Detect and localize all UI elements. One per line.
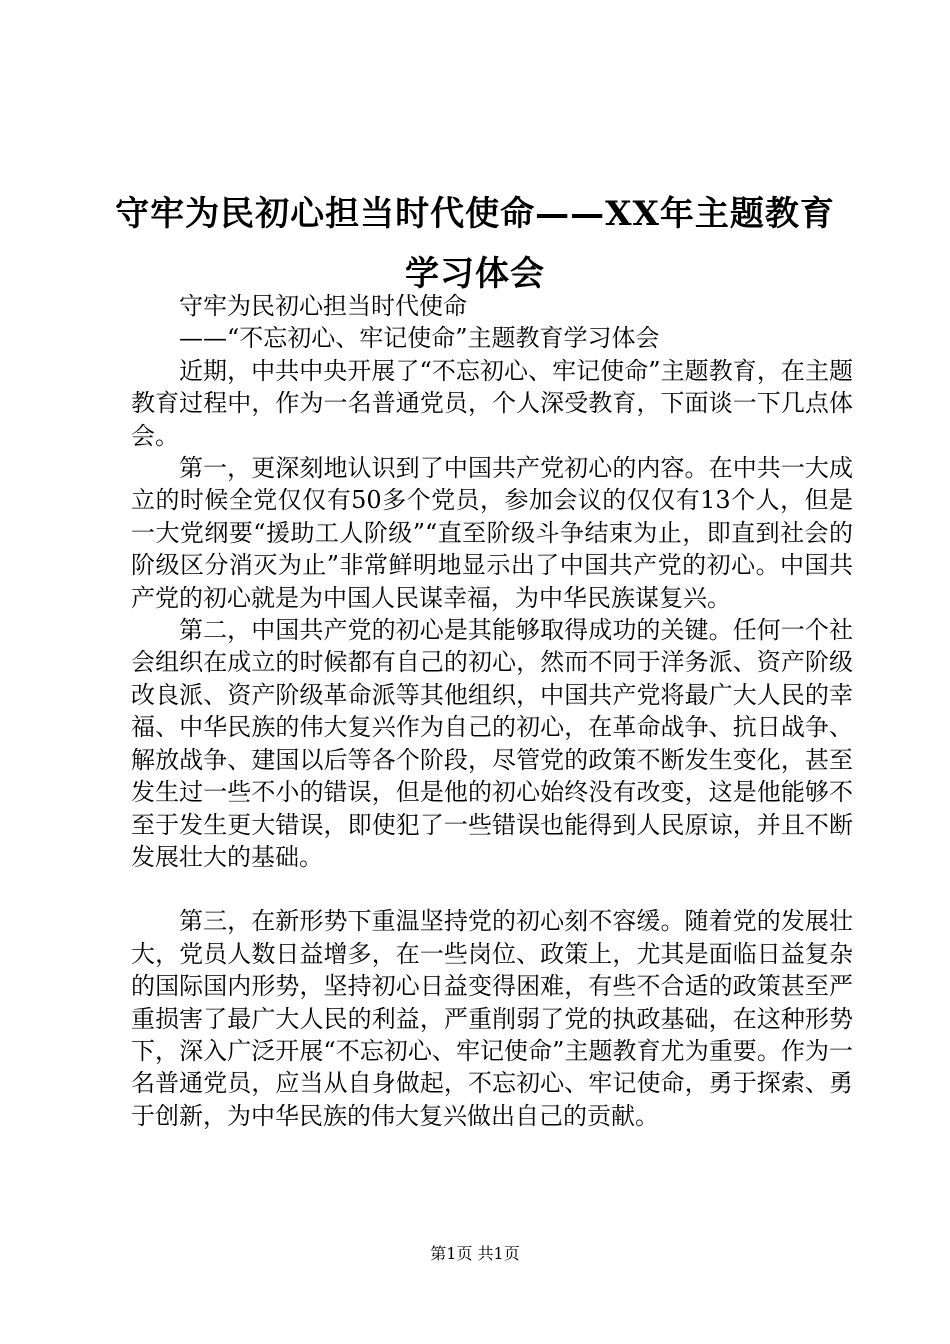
- paragraph: 第三，在新形势下重温坚持党的初心刻不容缓。随着党的发展壮大，党员人数日益增多，在一些岗位、政策上，尤其是面临日益复杂的国际国内形势，坚持初心日益变得困难，有些不合适的政策甚至严重损害了最广大人民的利益，严重削弱了党的执政基础，在这种形势下，深入广泛开展“不忘初心、牢记使命”主题教育尤为重要。作为一名普通党员，应当从自身做起，不忘初心、牢记使命，勇于探索、勇于创新，为中华民族的伟大复兴做出自己的贡献。: [131, 907, 853, 1130]
- subtitle-line: ——“不忘初心、牢记使命”主题教育学习体会: [179, 324, 660, 353]
- paragraph: 第二，中国共产党的初心是其能够取得成功的关键。任何一个社会组织在成立的时候都有自己的初心，然而不同于洋务派、资产阶级改良派、资产阶级革命派等其他组织，中国共产党将最广大人民的幸福、中华民族的伟大复兴作为自己的初心，在革命战争、抗日战争、解放战争、建国以后等各个阶段，尽管党的政策不断发生变化，甚至发生过一些不小的错误，但是他的初心始终没有改变，这是他能够不至于发生更大错误，即使犯了一些错误也能得到人民原谅，并且不断发展壮大的基础。: [131, 616, 853, 871]
- paragraph: 近期，中共中央开展了“不忘初心、牢记使命”主题教育，在主题教育过程中，作为一名普通党员，个人深受教育，下面谈一下几点体会。: [131, 356, 853, 450]
- document-title: 守牢为民初心担当时代使命——XX年主题教育学习体会: [115, 194, 835, 294]
- paragraph: 第一，更深刻地认识到了中国共产党初心的内容。在中共一大成立的时候全党仅仅有50多个党员，参加会议的仅仅有13个人，但是一大党纲要“援助工人阶级”“直至阶级斗争结束为止，即直到社会的阶级区分消灭为止”非常鲜明地显示出了中国共产党的初心。中国共产党的初心就是为中国人民谋幸福，为中华民族谋复兴。: [131, 454, 853, 612]
- document-body: [131, 290, 853, 1132]
- subtitle-line: 守牢为民初心担当时代使命: [179, 292, 467, 320]
- page-footer: 第1页 共1页: [430, 1244, 520, 1263]
